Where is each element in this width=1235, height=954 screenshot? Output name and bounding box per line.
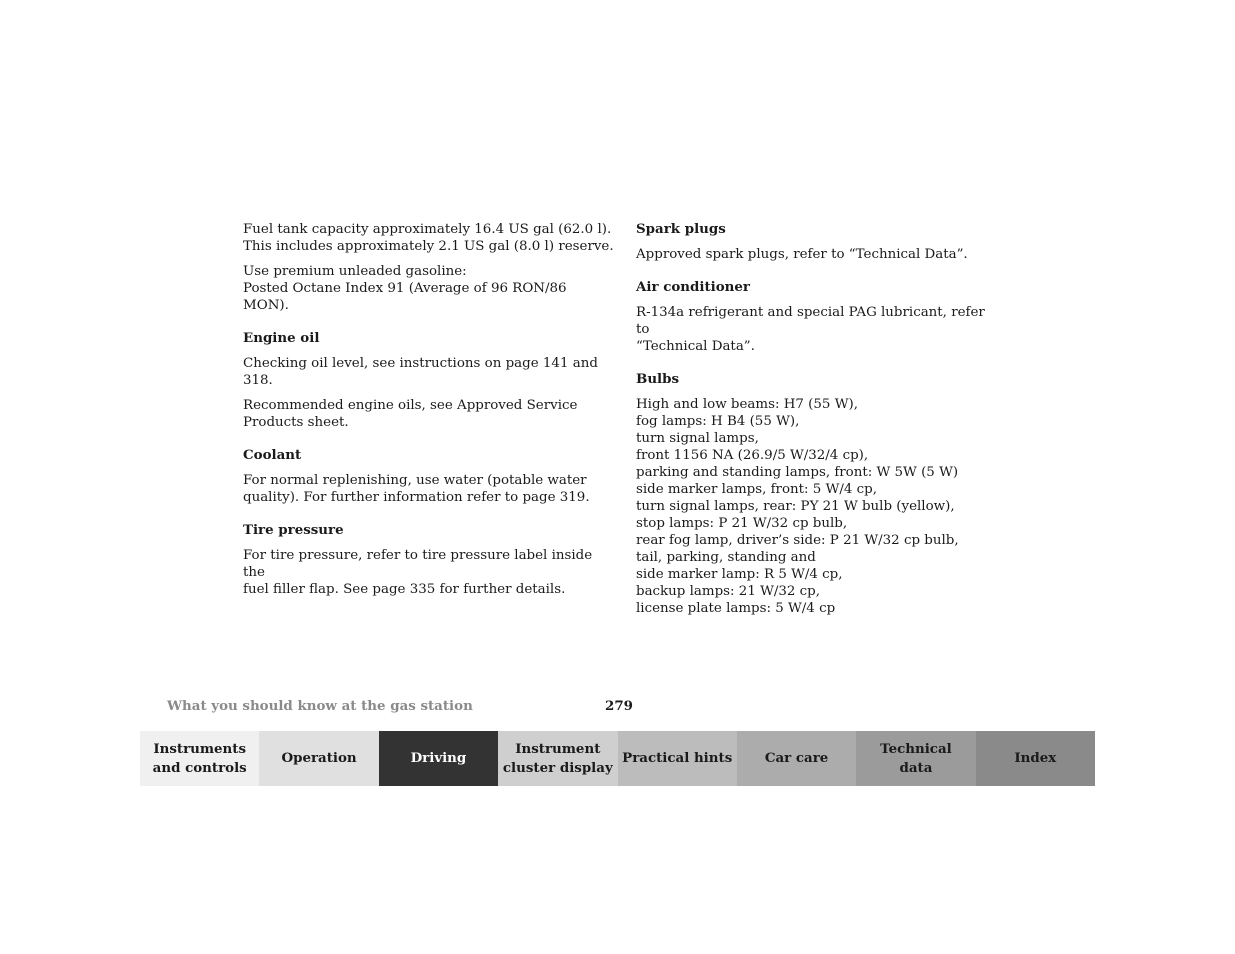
engine-oil-heading: Engine oil bbox=[243, 330, 320, 346]
tab-car-care[interactable]: Car care bbox=[737, 731, 856, 786]
tab-technical-data[interactable]: Technical data bbox=[856, 731, 975, 786]
left-column bbox=[243, 221, 615, 606]
spark-plugs-heading: Spark plugs bbox=[636, 221, 726, 237]
spark-plugs-text: Approved spark plugs, refer to “Technical Data”. bbox=[636, 247, 968, 262]
tab-operation[interactable]: Operation bbox=[259, 731, 378, 786]
tab-instruments-and-controls[interactable]: Instruments and controls bbox=[140, 731, 259, 786]
oil-level-text: Checking oil level, see instructions on page 141 and 318. bbox=[243, 356, 598, 388]
air-conditioner-text: R-134a refrigerant and special PAG lubricant, refer to “Technical Data”. bbox=[636, 305, 985, 354]
tab-instrument-cluster-display[interactable]: Instrument cluster display bbox=[498, 731, 617, 786]
gasoline-text: Use premium unleaded gasoline: Posted Octane Index 91 (Average of 96 RON/86 MON). bbox=[243, 264, 567, 313]
tab-index[interactable]: Index bbox=[976, 731, 1095, 786]
coolant-heading: Coolant bbox=[243, 447, 302, 463]
tab-driving[interactable]: Driving bbox=[379, 731, 498, 786]
tab-practical-hints[interactable]: Practical hints bbox=[618, 731, 737, 786]
air-conditioner-heading: Air conditioner bbox=[636, 279, 750, 295]
engine-oils-text: Recommended engine oils, see Approved Service Products sheet. bbox=[243, 398, 578, 430]
bulbs-text: High and low beams: H7 (55 W), fog lamps: H B4 (55 W), turn signal lamps, front 1156 NA (26.9/5 W/32/4 cp), parking and standing lamps, front: W 5W (5 W) side marker lamps, front: 5 W/4 cp, turn signal lamps, rear: PY 21 W bulb (yellow), stop lamps: P 21 W/32 cp bulb, rear fog lamp, driver’s side: P 21 W/32 cp bulb, tail, parking, standing and side marker lamp: R 5 W/4 cp, backup lamps: 21 W/32 cp, license plate lamps: 5 W/4 cp bbox=[636, 397, 959, 616]
coolant-text: For normal replenishing, use water (potable water quality). For further information refer to page 319. bbox=[243, 473, 590, 505]
tire-pressure-text: For tire pressure, refer to tire pressure label inside the fuel filler flap. See page 335 for further details. bbox=[243, 548, 593, 597]
fuel-capacity-text: Fuel tank capacity approximately 16.4 US gal (62.0 l). This includes approximately 2.1 US gal (8.0 l) reserve. bbox=[243, 222, 614, 254]
chapter-tabs bbox=[140, 731, 1095, 786]
bulbs-heading: Bulbs bbox=[636, 371, 680, 387]
section-title: What you should know at the gas station bbox=[167, 698, 473, 714]
right-column bbox=[636, 221, 996, 625]
page-number: 279 bbox=[605, 698, 633, 714]
tire-pressure-heading: Tire pressure bbox=[243, 522, 344, 538]
